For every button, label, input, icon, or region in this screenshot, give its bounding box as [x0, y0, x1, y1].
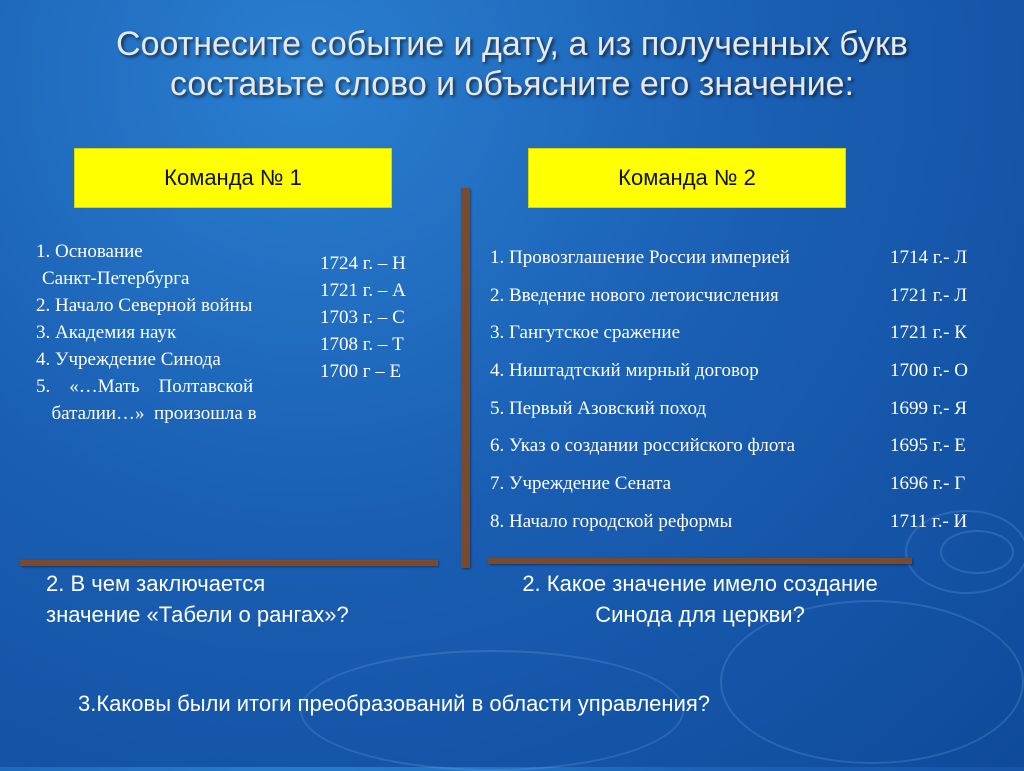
table-row — [490, 470, 966, 508]
event-text: 7. Учреждение Сената — [490, 473, 672, 495]
team-2-question — [490, 568, 910, 630]
table-row — [490, 395, 967, 433]
question-line-1: 2. Какое значение имело создание — [522, 571, 878, 596]
list-item: 4. Учреждение Синода — [36, 349, 221, 370]
left-horizontal-divider — [20, 560, 438, 566]
final-question: 3.Каковы были итоги преобразований в области управления? — [78, 691, 711, 716]
vertical-divider — [461, 188, 470, 568]
event-date: 1696 г.- Г — [890, 473, 966, 495]
event-date: 1711 г.- И — [890, 510, 968, 532]
event-date: 1695 г.- Е — [890, 435, 966, 457]
title-line-1: Соотнесите событие и дату, а из полученных букв — [116, 25, 908, 63]
team-1-question — [46, 568, 349, 630]
date-item: 1708 г. – Т — [320, 334, 404, 355]
team-2-events-table — [490, 244, 968, 546]
date-item: 1703 г. – С — [320, 307, 405, 328]
date-item: 1721 г. – А — [320, 280, 406, 301]
title-line-2: составьте слово и объясните его значение: — [169, 65, 855, 103]
table-row — [490, 244, 968, 282]
table-row — [490, 282, 968, 320]
slide-title — [0, 24, 1024, 104]
question-line-2: значение «Табели о рангах»? — [46, 602, 349, 627]
list-item: 3. Академия наук — [36, 322, 177, 343]
team-1-dates-list — [320, 250, 406, 385]
list-item: 1. Основание — [36, 241, 143, 262]
event-text: 1. Провозглашение России империей — [490, 247, 790, 268]
team-1-box: Команда № 1 — [74, 148, 392, 208]
event-text: 3. Гангутское сражение — [490, 322, 680, 344]
date-item: 1724 г. – Н — [320, 253, 406, 274]
event-date: 1721 г.- Л — [890, 284, 968, 306]
table-row — [490, 508, 968, 546]
team-1-events-list — [36, 238, 301, 427]
right-horizontal-divider — [488, 558, 912, 564]
question-line-2: Синода для церкви? — [595, 602, 805, 627]
event-text: 8. Начало городской реформы — [490, 510, 733, 532]
list-item: Санкт-Петербурга — [42, 268, 190, 289]
event-date: 1721 г.- К — [890, 322, 967, 344]
list-item: 5. «…Мать Полтавской — [36, 376, 254, 397]
event-text: 5. Первый Азовский поход — [490, 397, 707, 419]
date-item: 1700 г – Е — [320, 361, 402, 382]
event-date: 1714 г.- Л — [890, 247, 968, 268]
event-date: 1700 г.- О — [890, 360, 968, 382]
table-row — [490, 357, 968, 395]
table-row — [490, 432, 966, 470]
team-2-box: Команда № 2 — [528, 148, 846, 208]
list-item: баталии…» произошла в — [42, 403, 257, 424]
event-date: 1699 г.- Я — [890, 397, 967, 419]
event-text: 4. Ништадтский мирный договор — [490, 360, 759, 382]
list-item: 2. Начало Северной войны — [36, 295, 253, 316]
table-row — [490, 319, 967, 357]
event-text: 6. Указ о создании российского флота — [490, 435, 796, 457]
event-text: 2. Введение нового летоисчисления — [490, 284, 779, 306]
question-line-1: 2. В чем заключается — [46, 571, 266, 596]
